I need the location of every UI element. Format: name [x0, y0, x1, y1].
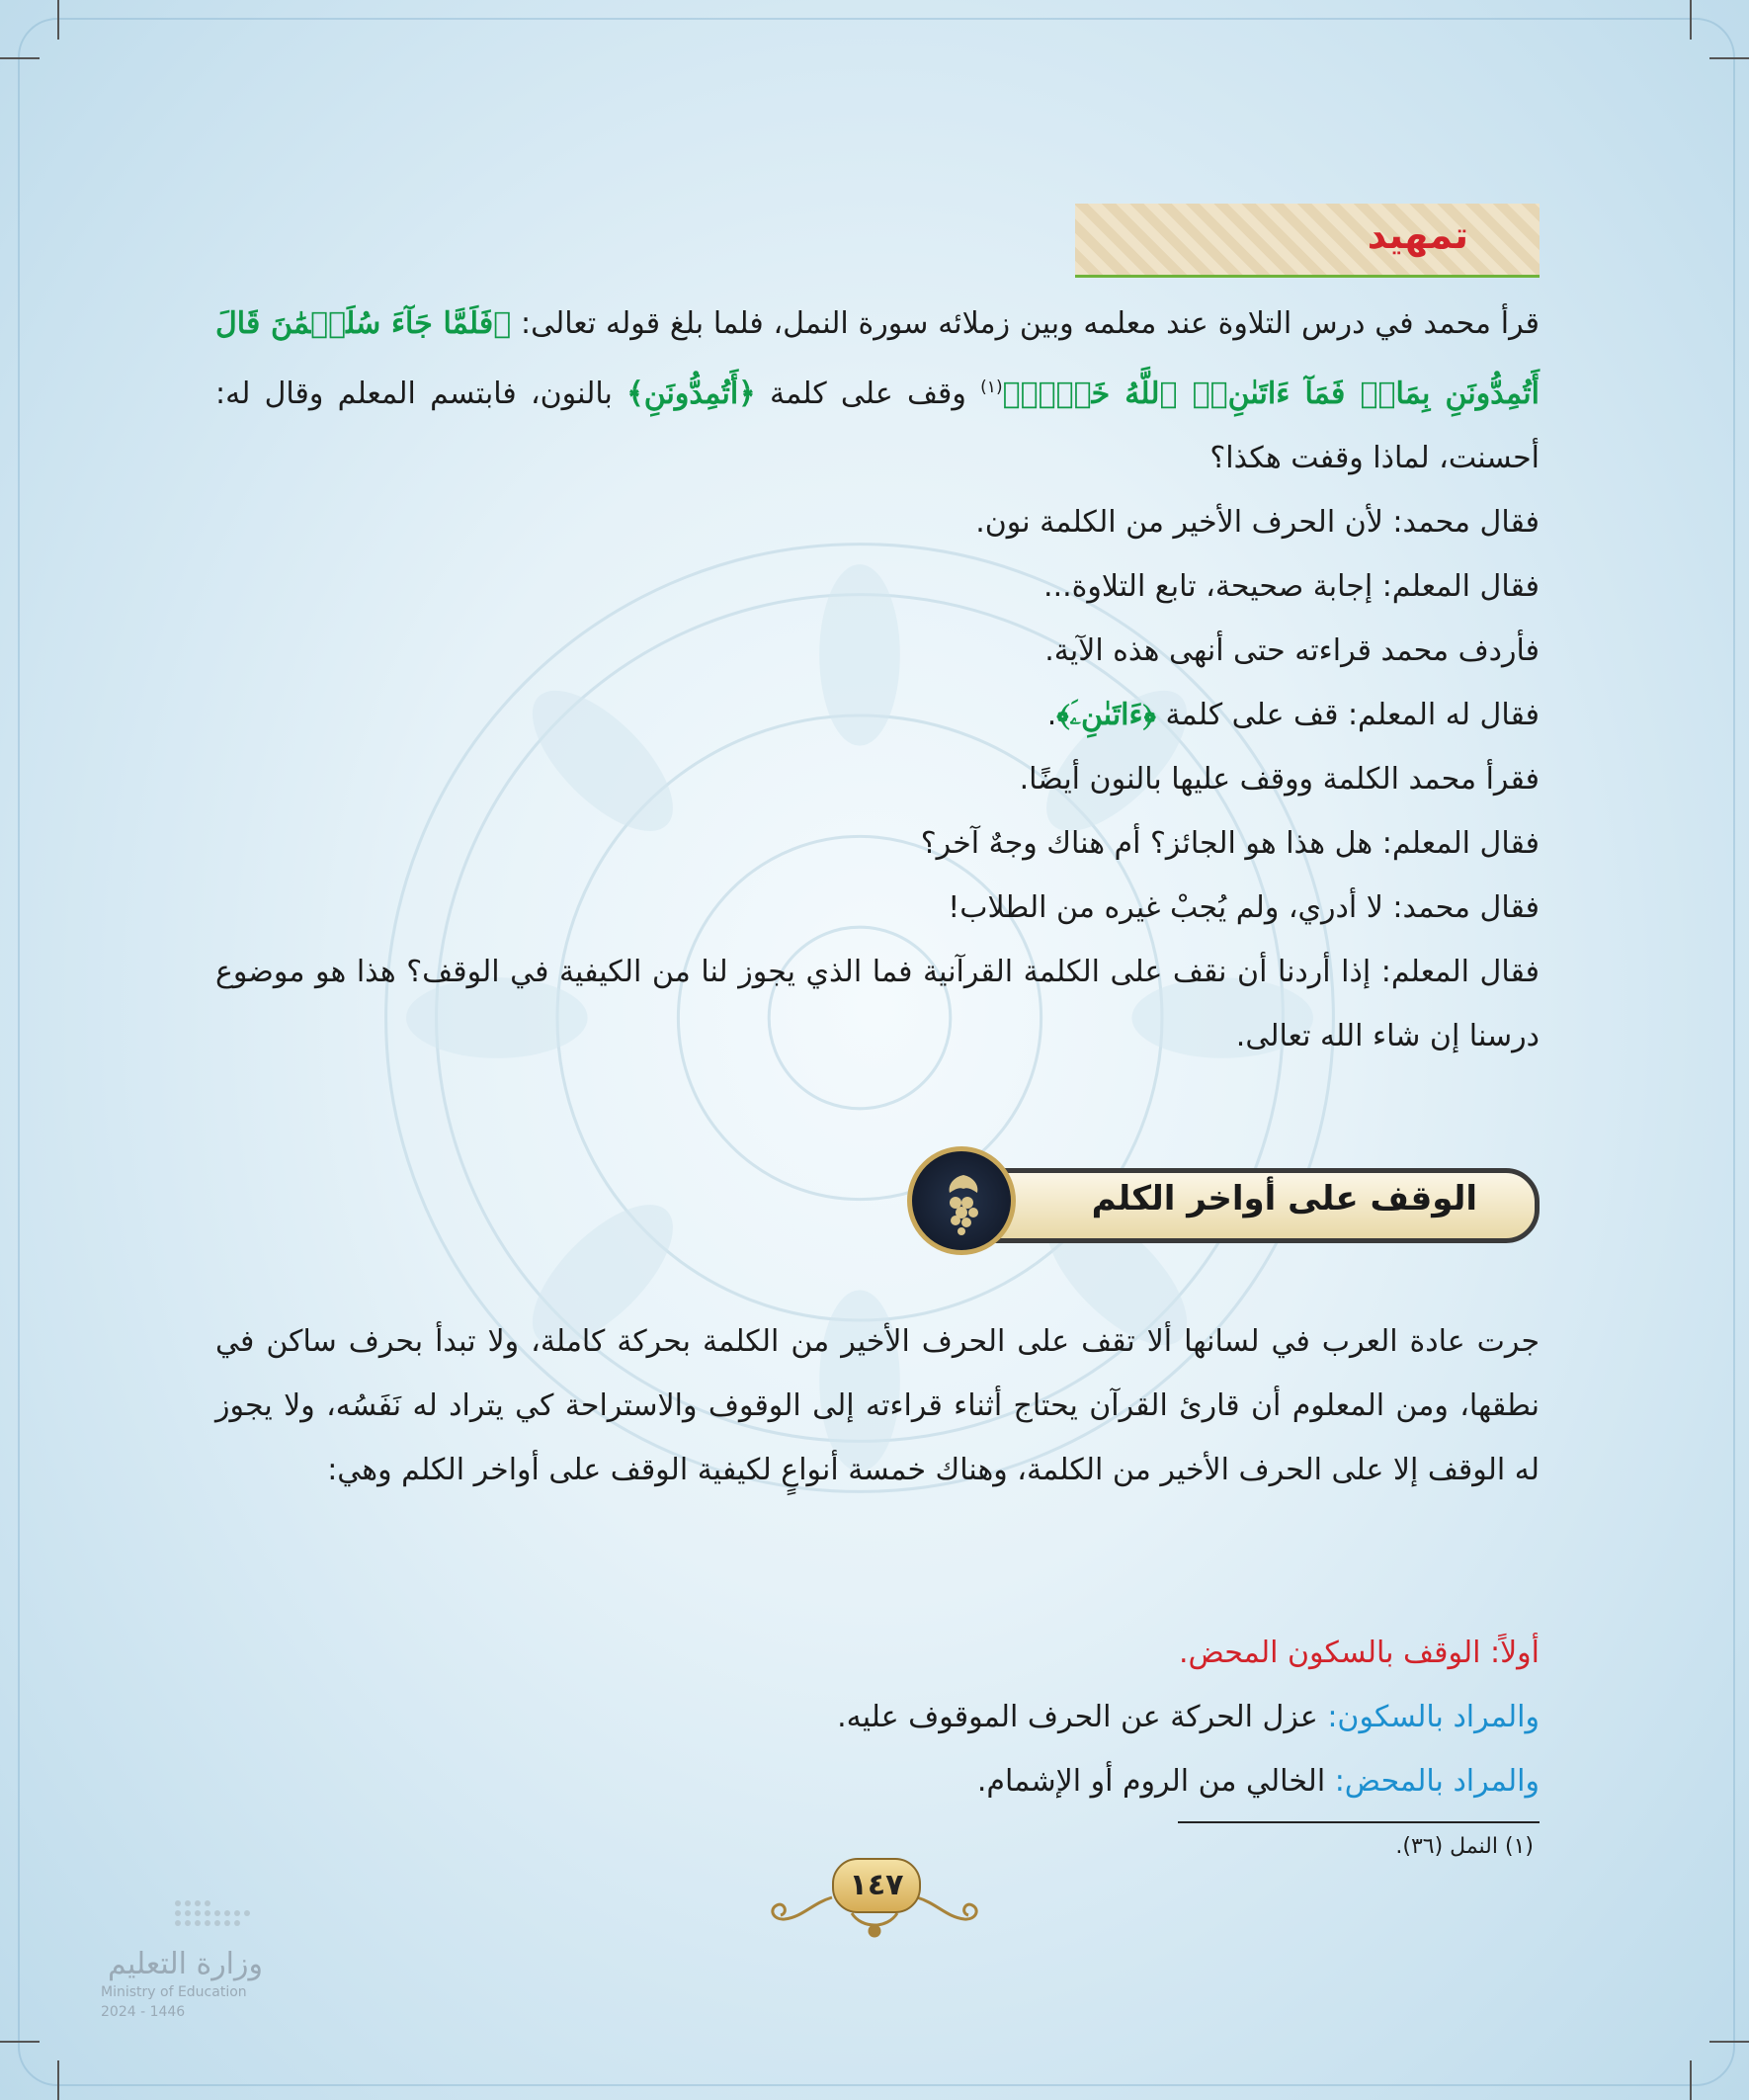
definition-text: الخالي من الروم أو الإشمام.: [976, 1764, 1335, 1799]
page-number-ornament: [763, 1858, 986, 1947]
lesson-paragraph: جرت عادة العرب في لسانها ألا تقف على الحرف الأخير من الكلمة بحركة كاملة، ولا تبدأ بحرف ساكن في نطقها، ومن المعلوم أن قارئ القرآن يحتاج أثناء قراءته إلى الوقوف والاستراحة كي يتراد له نَفَسُه، ولا يجوز له الوقف إلا على الحرف الأخير من الكلمة، وهناك خمسة أنواعٍ لكيفية الوقف على أواخر الكلم وهي:: [215, 1324, 1540, 1487]
dialogue-line: فقال المعلم: هل هذا هو الجائز؟ أم هناك وجهٌ آخر؟: [920, 826, 1540, 861]
crop-mark: [0, 2041, 40, 2043]
page-number: ١٤٧: [832, 1858, 921, 1913]
first-type-section: [215, 1621, 1540, 1813]
crop-mark: [1690, 2060, 1692, 2100]
intro-text: بالنون، فابتسم المعلم وقال له: أحسنت، لماذا وقفت هكذا؟: [215, 377, 1540, 475]
footnote: (١) النمل (٣٦).: [1395, 1834, 1534, 1859]
crop-mark: [1690, 0, 1692, 40]
dialogue-text: فقال له المعلم: قف على كلمة: [1155, 698, 1540, 732]
intro-dialogue: [215, 292, 1540, 1068]
section-banner: [907, 1146, 1540, 1255]
grape-vine-icon: [907, 1146, 1016, 1255]
ministry-name-en: Ministry of Education: [101, 1984, 247, 2000]
intro-text: وقف على كلمة: [755, 377, 966, 411]
dialogue-line: فقرأ محمد الكلمة ووقف عليها بالنون أيضًا.: [1019, 762, 1540, 797]
first-type-heading: أولاً: الوقف بالسكون المحض.: [1179, 1636, 1540, 1670]
intro-paragraph: [215, 292, 1540, 490]
intro-text: قرأ محمد في درس التلاوة عند معلمه وبين زملائه سورة النمل، فلما بلغ قوله تعالى:: [521, 306, 1540, 341]
dialogue-line: فأردف محمد قراءته حتى أنهى هذه الآية.: [1044, 633, 1540, 668]
crop-mark: [1709, 2041, 1749, 2043]
intro-heading: تمهيد: [1367, 213, 1468, 257]
dialogue-line: فقال المعلم: إذا أردنا أن نقف على الكلمة القرآنية فما الذي يجوز لنا من الكيفية في الوقف؟ هذا هو موضوع درسنا إن شاء الله تعالى.: [215, 955, 1540, 1053]
dialogue-line: [215, 683, 1540, 747]
crop-mark: [57, 2060, 59, 2100]
verse-word: ﴿ءَاتَىٰنِۦَ﴾: [1056, 698, 1156, 732]
crop-mark: [1709, 57, 1749, 59]
lesson-body: [215, 1309, 1540, 1502]
verse-word: ﴿أَتُمِدُّونَنِ﴾: [626, 377, 756, 411]
definition-label: والمراد بالمحض:: [1334, 1764, 1540, 1799]
dialogue-line: فقال محمد: لأن الحرف الأخير من الكلمة نون.: [975, 505, 1540, 540]
definition-label: والمراد بالسكون:: [1327, 1700, 1540, 1734]
dialogue-line: فقال محمد: لا أدري، ولم يُجبْ غيره من الطلاب!: [948, 890, 1540, 925]
ministry-name-ar: وزارة التعليم: [107, 1947, 263, 1981]
verse-quote: ﴿فَلَمَّا جَآءَ سُلَيۡمَٰنَ قَالَ أَتُمِدُّونَنِ بِمَالٖ فَمَآ ءَاتَىٰنِۦَ ٱللَّهُ خَيۡرٞ﴾: [215, 306, 1540, 411]
definition-text: عزل الحركة عن الحرف الموقوف عليه.: [837, 1700, 1328, 1734]
dialogue-text: .: [1046, 698, 1057, 732]
ministry-year: 2024 - 1446: [101, 2004, 186, 2020]
definition-line: [215, 1749, 1540, 1813]
dialogue-line: فقال المعلم: إجابة صحيحة، تابع التلاوة...: [1043, 569, 1540, 604]
footnote-ref: (١): [980, 378, 1003, 397]
intro-heading-box: [1075, 204, 1540, 278]
section-title: الوقف على أواخر الكلم: [1091, 1179, 1477, 1218]
crop-mark: [57, 0, 59, 40]
crop-mark: [0, 57, 40, 59]
footnote-rule: [1178, 1821, 1540, 1823]
definition-line: [215, 1685, 1540, 1749]
ministry-dots-icon: [172, 1897, 261, 1937]
